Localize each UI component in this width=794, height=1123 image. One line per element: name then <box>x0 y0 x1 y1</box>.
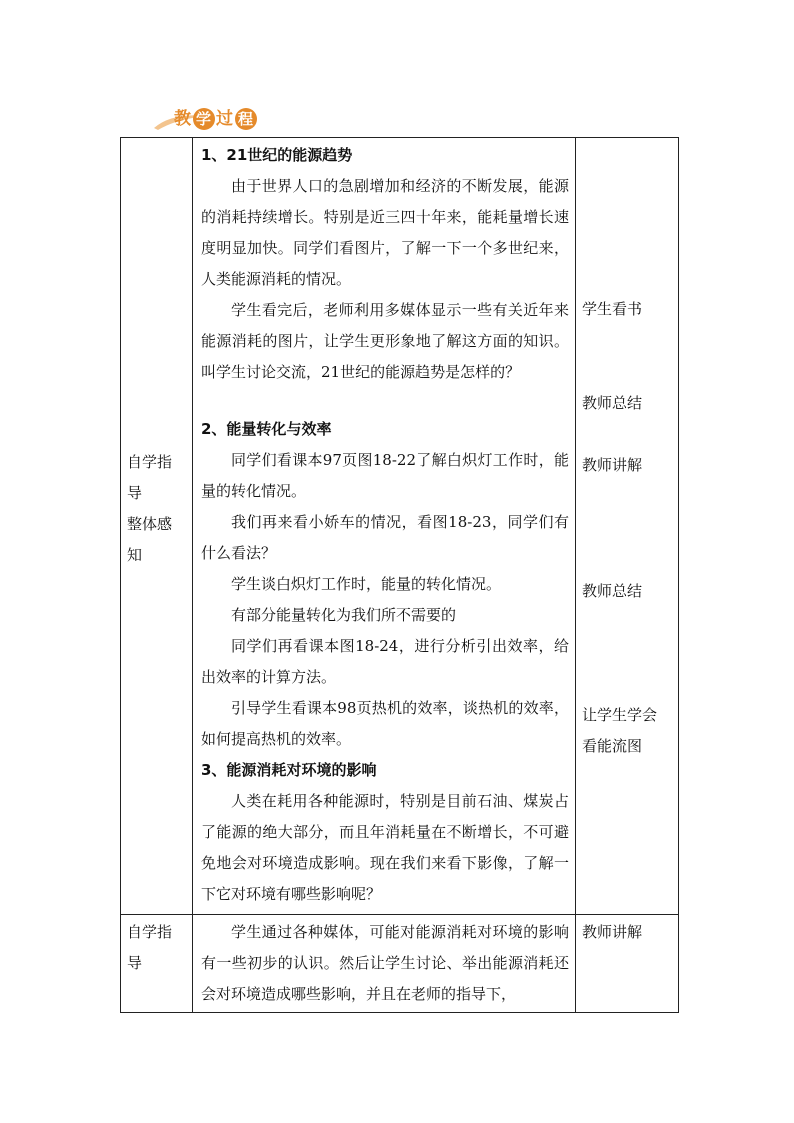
paragraph-1-1: 由于世界人口的急剧增加和经济的不断发展，能源的消耗持续增长。特别是近三四十年来，能耗量增长速度明显加快。同学们看图片，了解一下一个多世纪来，人类能源消耗的情况。 <box>201 177 569 288</box>
phase-label-1b: 导 <box>127 484 143 502</box>
phase-label-cell-2 <box>121 915 193 1013</box>
phase-label-3a: 自学指 <box>127 923 173 941</box>
lesson-table <box>120 137 679 1013</box>
badge-char-3: 过 <box>216 109 234 129</box>
content-cell-2 <box>193 915 576 1013</box>
badge-char-1: 教 <box>174 109 192 129</box>
badge-char-4: 程 <box>235 108 257 130</box>
paragraph-2-4: 有部分能量转化为我们所不需要的 <box>231 606 457 624</box>
notes-cell-2 <box>576 915 679 1013</box>
notes-cell <box>576 138 679 915</box>
note-energy-flow-a: 让学生学会 <box>582 706 658 724</box>
note-teacher-summary-2: 教师总结 <box>582 582 643 600</box>
paragraph-4-1: 学生通过各种媒体，可能对能源消耗对环境的影响有一些初步的认识。然后让学生讨论、举出能源消耗还会对环境造成哪些影响，并且在老师的指导下， <box>201 923 569 1003</box>
phase-label-3b: 导 <box>127 954 143 972</box>
section-badge-title <box>174 104 258 130</box>
phase-label-cell <box>121 138 193 915</box>
note-teacher-explain: 教师讲解 <box>582 456 643 474</box>
paragraph-3-1: 人类在耗用各种能源时，特别是目前石油、煤炭占了能源的绝大部分，而且年消耗量在不断增长，不可避免地会对环境造成影响。现在我们来看下影像，了解一下它对环境有哪些影响呢？ <box>201 792 569 903</box>
note-energy-flow-b: 看能流图 <box>582 737 643 755</box>
phase-label-1a: 自学指 <box>127 453 173 471</box>
table-row <box>121 138 679 915</box>
note-students-read: 学生看书 <box>582 300 643 318</box>
badge-char-2: 学 <box>193 108 215 130</box>
phase-label-2b: 知 <box>127 546 143 564</box>
note-teacher-summary-1: 教师总结 <box>582 394 643 412</box>
paragraph-2-5: 同学们再看课本图18-24，进行分析引出效率，给出效率的计算方法。 <box>201 637 569 686</box>
section-heading-1: 1、21世纪的能源趋势 <box>201 146 353 164</box>
section-heading-2: 2、能量转化与效率 <box>201 420 332 438</box>
content-cell <box>193 138 576 915</box>
paragraph-2-1: 同学们看课本97页图18-22了解白炽灯工作时，能量的转化情况。 <box>201 451 569 500</box>
note-teacher-explain-2: 教师讲解 <box>582 923 643 941</box>
paragraph-2-2: 我们再来看小娇车的情况，看图18-23，同学们有什么看法？ <box>201 513 569 562</box>
phase-label-2a: 整体感 <box>127 515 173 533</box>
paragraph-2-6: 引导学生看课本98页热机的效率，谈热机的效率，如何提高热机的效率。 <box>201 699 569 748</box>
paragraph-2-3: 学生谈白炽灯工作时，能量的转化情况。 <box>231 575 502 593</box>
paragraph-1-2: 学生看完后，老师利用多媒体显示一些有关近年来能源消耗的图片，让学生更形象地了解这方面的知识。叫学生讨论交流，21世纪的能源趋势是怎样的？ <box>201 301 569 381</box>
section-badge <box>152 100 282 134</box>
section-heading-3: 3、能源消耗对环境的影响 <box>201 761 377 779</box>
table-row <box>121 915 679 1013</box>
